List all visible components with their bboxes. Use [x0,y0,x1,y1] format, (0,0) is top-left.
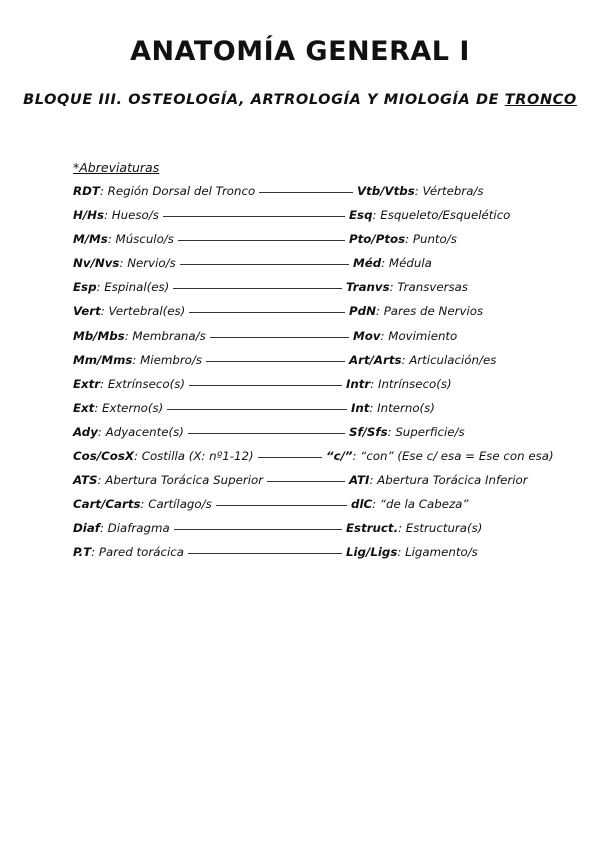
abbreviation-meaning: : “de la Cabeza” [372,497,469,512]
abbreviation-meaning: : Hueso/s [104,208,159,223]
abbreviation-row [73,208,573,232]
abbreviation-left [73,377,185,391]
abbreviation-row [73,497,573,521]
abbreviation-meaning: : Ligamento/s [397,545,478,560]
abbreviation-row [73,545,573,569]
abbreviation-code: Vert [73,304,101,319]
abbreviations-list [73,184,573,570]
subtitle-underlined-text: TRONCO [504,92,577,108]
abbreviation-left [73,208,159,222]
abbreviation-row [73,521,573,545]
abbreviation-code: Diaf [73,521,100,536]
abbreviation-right [351,401,435,415]
abbreviation-right [346,521,482,535]
abbreviation-meaning: : Punto/s [405,232,457,247]
leader-line [216,505,347,506]
abbreviation-left [73,425,184,439]
abbreviation-right [349,425,465,439]
abbreviation-meaning: : Espinal(es) [96,280,170,295]
abbreviation-meaning: : Vertebral(es) [100,304,186,319]
abbreviation-right [349,232,457,246]
abbreviation-left [73,280,169,294]
abbreviation-right [346,280,468,294]
abbreviation-left [73,184,255,198]
abbreviation-right [346,545,478,559]
abbreviation-row [73,401,573,425]
leader-line [258,457,322,458]
abbreviation-left [73,545,184,559]
abbreviation-code: Tranvs [346,280,390,295]
abbreviation-row [73,256,573,280]
abbreviation-row [73,449,573,473]
abbreviation-code: Nv/Nvs [73,256,120,271]
abbreviation-code: “c/” [326,449,353,464]
page-subtitle [0,92,600,108]
abbreviation-meaning: : Adyacente(s) [97,424,184,439]
abbreviation-code: Vtb/Vtbs [357,184,415,198]
abbreviation-code: Lig/Ligs [346,545,398,560]
leader-line [167,409,347,410]
abbreviation-code: dlC [351,497,373,512]
abbreviation-code: Méd [353,256,382,271]
abbreviation-meaning: : “con” (Ese c/ esa = Ese con esa) [352,449,554,464]
abbreviation-code: Mm/Mms [73,352,133,367]
abbreviation-row [73,304,573,328]
abbreviation-code: M/Ms [73,232,108,247]
abbreviation-right [349,208,510,222]
abbreviation-right [353,329,457,343]
leader-line [163,216,345,217]
abbreviation-code: Mov [353,328,381,343]
abbreviation-code: Ext [73,400,95,415]
abbreviation-right [349,353,496,367]
abbreviation-meaning: : Interno(s) [369,400,435,415]
abbreviation-meaning: : Médula [381,256,432,271]
abbreviation-code: ATS [73,473,98,488]
abbreviation-left [73,329,206,343]
abbreviation-code: Sf/Sfs [349,424,388,439]
abbreviation-meaning: : Esqueleto/Esquelético [372,208,511,223]
abbreviation-code: Esp [73,280,97,295]
abbreviation-left [73,449,254,463]
abbreviation-code: Pto/Ptos [349,232,406,247]
abbreviations-heading: *Abreviaturas [73,160,160,175]
abbreviation-meaning: : Extrínseco(s) [100,376,185,391]
leader-line [267,481,345,482]
leader-line [188,433,345,434]
abbreviation-right [351,497,469,511]
abbreviation-row [73,280,573,304]
abbreviation-right [326,449,554,463]
abbreviation-code: Estruct. [346,521,399,536]
abbreviation-row [73,377,573,401]
abbreviation-code: Cos/CosX [73,449,134,464]
abbreviation-meaning: : Músculo/s [107,232,174,247]
abbreviation-meaning: : Región Dorsal del Tronco [99,184,256,198]
subtitle-text: BLOQUE III. OSTEOLOGÍA, ARTROLOGÍA Y MIOLOGÍA DE [23,92,505,108]
abbreviation-code: Intr [346,376,371,391]
leader-line [189,312,345,313]
abbreviation-code: RDT [73,184,100,198]
abbreviation-row [73,473,573,497]
abbreviation-code: Extr [73,376,101,391]
abbreviation-row [73,184,573,208]
abbreviation-right [353,256,432,270]
abbreviation-code: H/Hs [73,208,105,223]
abbreviation-left [73,256,176,270]
abbreviation-left [73,232,174,246]
abbreviation-code: Cart/Carts [73,497,141,512]
abbreviation-meaning: : Costilla (X: nº1-12) [133,449,254,464]
abbreviation-right [357,184,484,198]
abbreviation-right [349,473,528,487]
abbreviation-meaning: : Pared torácica [91,545,184,560]
leader-line [189,385,342,386]
abbreviation-meaning: : Nervio/s [119,256,176,271]
leader-line [210,337,349,338]
abbreviation-row [73,329,573,353]
abbreviation-code: P.T [73,545,92,560]
abbreviation-meaning: : Abertura Torácica Superior [97,473,264,488]
abbreviation-meaning: : Transversas [389,280,468,295]
abbreviation-meaning: : Abertura Torácica Inferior [369,473,528,488]
abbreviation-meaning: : Membrana/s [124,328,206,343]
abbreviation-row [73,353,573,377]
abbreviation-meaning: : Vértebra/s [414,184,484,198]
abbreviation-meaning: : Cartílago/s [140,497,212,512]
abbreviation-meaning: : Articulación/es [401,352,497,367]
abbreviation-meaning: : Estructura(s) [398,521,483,536]
abbreviation-left [73,353,202,367]
abbreviation-meaning: : Movimiento [380,328,458,343]
leader-line [178,240,345,241]
abbreviation-left [73,401,163,415]
abbreviation-left [73,497,212,511]
abbreviation-code: Int [351,400,370,415]
abbreviation-code: Art/Arts [349,352,402,367]
abbreviation-code: ATI [349,473,370,488]
abbreviation-right [346,377,452,391]
abbreviation-meaning: : Superficie/s [387,424,465,439]
abbreviation-code: PdN [349,304,376,319]
abbreviation-left [73,304,185,318]
abbreviation-meaning: : Intrínseco(s) [370,376,452,391]
leader-line [206,361,345,362]
leader-line [259,192,353,193]
abbreviation-left [73,521,170,535]
leader-line [173,288,342,289]
leader-line [180,264,349,265]
abbreviation-meaning: : Miembro/s [132,352,203,367]
abbreviation-row [73,425,573,449]
abbreviation-code: Ady [73,424,98,439]
leader-line [188,553,342,554]
abbreviation-meaning: : Pares de Nervios [375,304,484,319]
abbreviation-code: Esq [349,208,373,223]
abbreviation-left [73,473,263,487]
abbreviation-code: Mb/Mbs [73,328,125,343]
abbreviation-meaning: : Diafragma [99,521,170,536]
abbreviation-meaning: : Externo(s) [94,400,164,415]
page-title: ANATOMÍA GENERAL I [130,36,470,67]
leader-line [174,529,342,530]
abbreviation-row [73,232,573,256]
abbreviation-right [349,304,483,318]
